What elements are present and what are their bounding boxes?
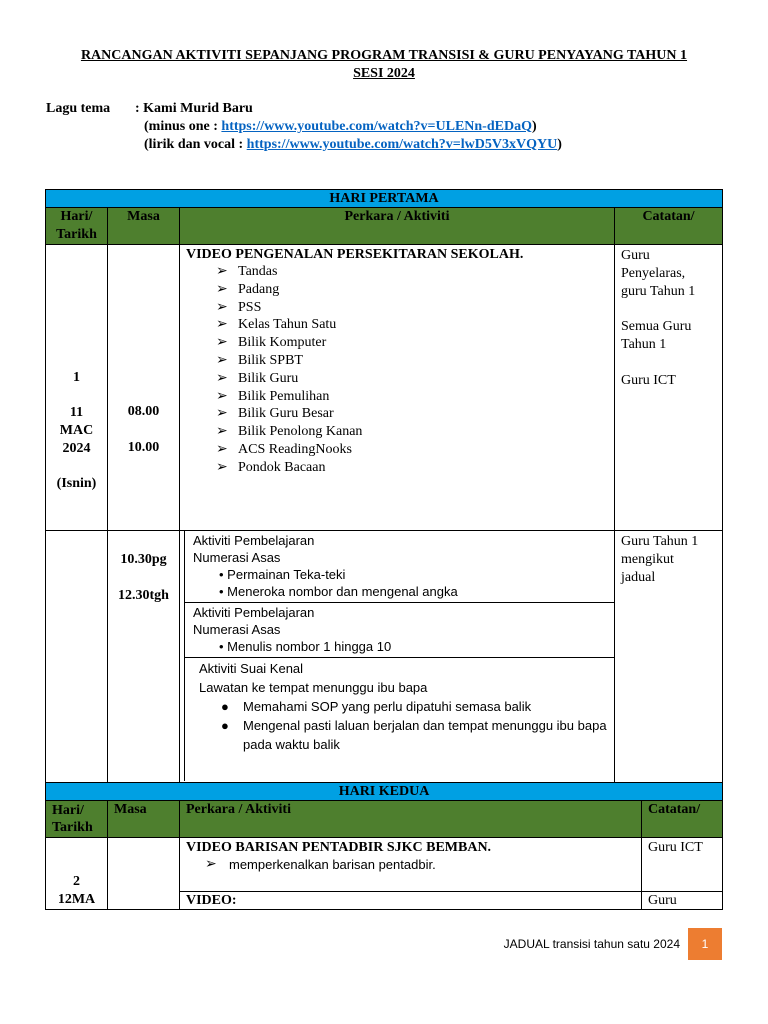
day1-date-cell-2 bbox=[46, 531, 108, 783]
activity-title: VIDEO BARISAN PENTADBIR SJKC BEMBAN. bbox=[186, 840, 492, 855]
weekday: (Isnin) bbox=[56, 476, 97, 491]
close-paren: ) bbox=[531, 119, 537, 134]
minus-one-link[interactable]: https://www.youtube.com/watch?v=ULENn-dEDaQ bbox=[221, 119, 532, 134]
bullet-arrow: ➢ bbox=[216, 335, 228, 351]
block-subtitle: Lawatan ke tempat menunggu ibu bapa bbox=[199, 680, 428, 695]
location-item-text: Bilik Guru Besar bbox=[238, 406, 334, 422]
header-time: Masa bbox=[108, 801, 180, 838]
day1-notes-cell-2 bbox=[615, 531, 723, 783]
location-item-text: ACS ReadingNooks bbox=[238, 441, 352, 457]
location-item bbox=[216, 334, 614, 352]
bullet-arrow: ➢ bbox=[216, 388, 228, 404]
location-item-text: Bilik Guru bbox=[238, 370, 299, 386]
activity-blocks bbox=[184, 531, 614, 781]
header-day: Hari/ Tarikh bbox=[46, 208, 108, 245]
day1-activity-cell bbox=[180, 245, 615, 531]
activity-block-2 bbox=[185, 603, 614, 658]
title-line-2: SESI 2024 bbox=[353, 66, 415, 81]
location-item bbox=[216, 459, 614, 477]
bullet-arrow: ➢ bbox=[216, 317, 228, 333]
day1-time-cell bbox=[108, 245, 180, 531]
day1-notes-cell bbox=[615, 245, 723, 531]
bullet-dot: ● bbox=[221, 699, 229, 714]
header-day: Hari/ Tarikh bbox=[46, 801, 108, 838]
day1-banner: HARI PERTAMA bbox=[46, 190, 723, 208]
block-dot-item bbox=[221, 716, 608, 754]
block-item: • Menulis nombor 1 hingga 10 bbox=[219, 639, 392, 654]
bullet-arrow: ➢ bbox=[216, 281, 228, 297]
note-line: Semua Guru bbox=[621, 319, 692, 335]
day-number: 2 bbox=[73, 874, 80, 889]
time-start: 10.30pg bbox=[120, 552, 167, 567]
day2-notes-cell: Guru ICT bbox=[642, 838, 723, 892]
location-item bbox=[216, 316, 614, 334]
theme-label: Lagu tema bbox=[46, 101, 111, 116]
lyric-link[interactable]: https://www.youtube.com/watch?v=lwD5V3xVQYU bbox=[246, 137, 558, 152]
header-activity: Perkara / Aktiviti bbox=[180, 208, 615, 245]
time-start: 08.00 bbox=[127, 404, 160, 419]
document-title bbox=[40, 47, 728, 83]
bullet-arrow: ➢ bbox=[205, 857, 217, 872]
page-number: 1 bbox=[688, 928, 722, 960]
block-dot-item bbox=[221, 697, 608, 716]
day2-activity-cell bbox=[180, 838, 642, 892]
location-item bbox=[216, 370, 614, 388]
note-line bbox=[621, 300, 716, 318]
day2-notes-cell-2: Guru bbox=[642, 892, 723, 910]
bullet-arrow: ➢ bbox=[216, 370, 228, 386]
activity-item-text: memperkenalkan barisan pentadbir. bbox=[229, 857, 436, 872]
block-title: Aktiviti Pembelajaran bbox=[193, 533, 315, 548]
note-line bbox=[621, 354, 716, 372]
location-item-text: Padang bbox=[238, 281, 280, 297]
header-activity: Perkara / Aktiviti bbox=[180, 801, 642, 838]
activity-block-3 bbox=[185, 658, 614, 756]
time-end: 10.00 bbox=[127, 440, 160, 455]
location-item-text: Bilik Komputer bbox=[238, 335, 327, 351]
block-item: • Permainan Teka-teki bbox=[219, 567, 346, 582]
location-item bbox=[216, 405, 614, 423]
notes-text bbox=[615, 245, 722, 391]
bullet-arrow: ➢ bbox=[216, 424, 228, 440]
header-time: Masa bbox=[108, 208, 180, 245]
bullet-arrow: ➢ bbox=[216, 406, 228, 422]
date-year: 2024 bbox=[62, 441, 91, 456]
header-notes: Catatan/ bbox=[642, 801, 723, 838]
location-list bbox=[180, 263, 614, 477]
location-item bbox=[216, 423, 614, 441]
location-item-text: Kelas Tahun Satu bbox=[238, 317, 337, 333]
note-line: Tahun 1 bbox=[621, 336, 667, 352]
block-subtitle: Numerasi Asas bbox=[193, 622, 281, 637]
bullet-arrow: ➢ bbox=[216, 441, 228, 457]
minus-one-label: (minus one : bbox=[144, 119, 222, 134]
day1-activity-cell-2 bbox=[180, 531, 615, 783]
bullet-arrow: ➢ bbox=[216, 352, 228, 368]
dot-item-text: Mengenal pasti laluan berjalan dan tempat menunggu ibu bapa pada waktu balik bbox=[243, 718, 607, 752]
day2-date-cell bbox=[46, 838, 108, 910]
block-subtitle: Numerasi Asas bbox=[193, 550, 281, 565]
note-line: Guru ICT bbox=[621, 372, 676, 388]
bullet-arrow: ➢ bbox=[216, 299, 228, 315]
note-line: Guru bbox=[621, 248, 650, 263]
day1-date-cell bbox=[46, 245, 108, 531]
day2-table bbox=[45, 782, 723, 910]
date-day: 11 bbox=[69, 405, 84, 420]
location-item bbox=[216, 263, 614, 281]
block-title: Aktiviti Pembelajaran bbox=[193, 605, 315, 620]
note-line: mengikut bbox=[621, 551, 674, 567]
location-item-text: PSS bbox=[238, 299, 262, 315]
title-line-1: RANCANGAN AKTIVITI SEPANJANG PROGRAM TRANSISI & GURU PENYAYANG TAHUN 1 bbox=[80, 48, 688, 63]
block-item: • Meneroka nombor dan mengenal angka bbox=[219, 584, 458, 599]
location-item bbox=[216, 281, 614, 299]
note-line: Penyelaras, bbox=[621, 265, 686, 281]
date-partial: 12MA bbox=[57, 892, 96, 907]
location-item bbox=[216, 299, 614, 317]
footer-text: JADUAL transisi tahun satu 2024 bbox=[503, 937, 680, 951]
location-item-text: Tandas bbox=[238, 264, 278, 279]
time-end: 12.30tgh bbox=[118, 588, 169, 603]
note-line: jadual bbox=[621, 569, 656, 585]
day1-time-cell-2 bbox=[108, 531, 180, 783]
theme-song-block bbox=[46, 100, 562, 154]
day2-banner: HARI KEDUA bbox=[46, 783, 723, 801]
day-number: 1 bbox=[73, 370, 80, 385]
location-item bbox=[216, 388, 614, 406]
day1-table bbox=[45, 189, 723, 783]
lyric-label: (lirik dan vocal : bbox=[144, 137, 247, 152]
notes-text bbox=[615, 531, 722, 588]
activity-title: VIDEO PENGENALAN PERSEKITARAN SEKOLAH. bbox=[186, 247, 524, 262]
page-footer bbox=[504, 928, 722, 960]
activity-item bbox=[180, 856, 641, 874]
location-item-text: Pondok Bacaan bbox=[238, 459, 326, 475]
activity-block-1 bbox=[185, 531, 614, 603]
bullet-arrow: ➢ bbox=[216, 264, 228, 279]
note-line: guru Tahun 1 bbox=[621, 283, 696, 299]
note-line: Guru Tahun 1 bbox=[621, 534, 699, 549]
bullet-dot: ● bbox=[221, 718, 229, 733]
close-paren: ) bbox=[557, 137, 562, 152]
location-item-text: Bilik Pemulihan bbox=[238, 388, 330, 404]
location-item bbox=[216, 352, 614, 370]
day2-activity-cell-2: VIDEO: bbox=[180, 892, 642, 910]
theme-name: : Kami Murid Baru bbox=[135, 101, 253, 116]
location-item-text: Bilik SPBT bbox=[238, 352, 303, 368]
bullet-arrow: ➢ bbox=[216, 459, 228, 475]
dot-item-text: Memahami SOP yang perlu dipatuhi semasa balik bbox=[243, 699, 532, 714]
location-item bbox=[216, 441, 614, 459]
location-item-text: Bilik Penolong Kanan bbox=[238, 424, 363, 440]
header-notes: Catatan/ bbox=[615, 208, 723, 245]
day2-time-cell bbox=[108, 838, 180, 910]
block-title: Aktiviti Suai Kenal bbox=[199, 661, 304, 676]
date-month: MAC bbox=[59, 423, 94, 438]
